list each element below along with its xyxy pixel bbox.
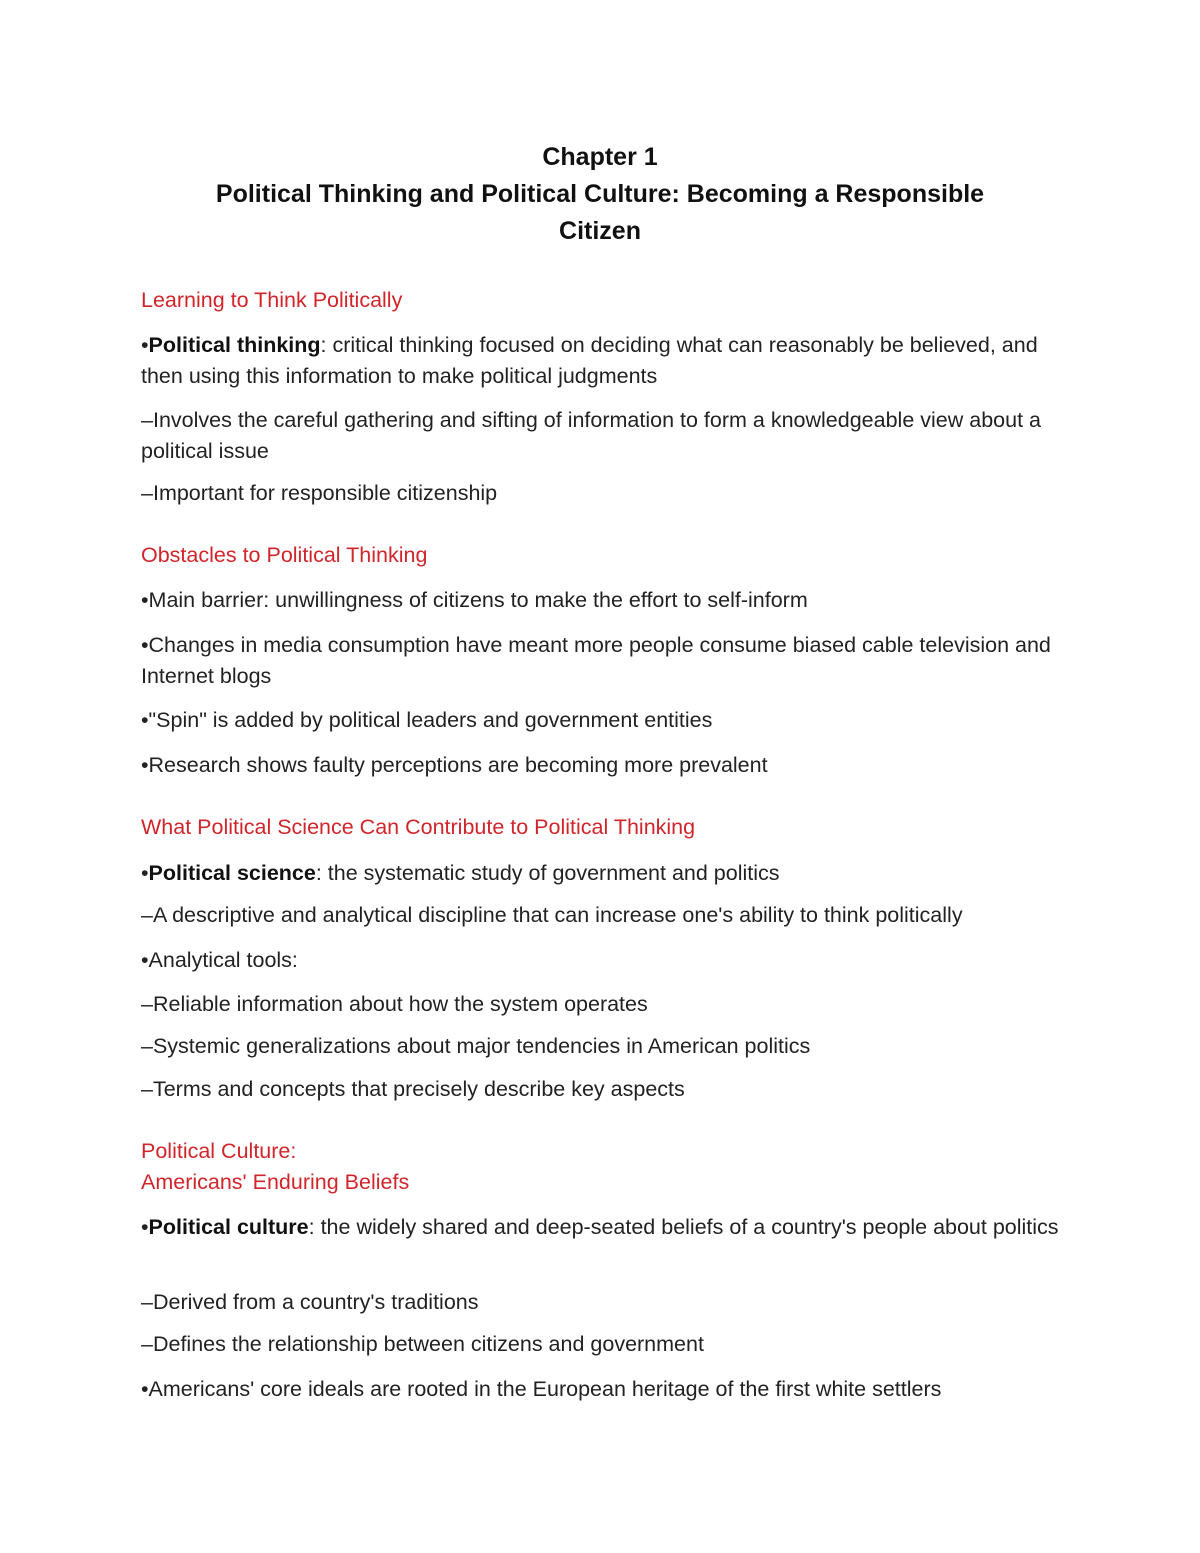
defined-term: Political culture [148, 1215, 309, 1239]
chapter-title-line-2: Citizen [559, 217, 641, 245]
list-item: –A descriptive and analytical discipline that can increase one's ability to think politically [141, 903, 963, 927]
list-item: –Defines the relationship between citizens and government [141, 1332, 704, 1356]
section-heading-political-culture: Political Culture: [141, 1139, 297, 1163]
list-item: •Political culture: the widely shared and deep-seated beliefs of a country's people about politics [141, 1215, 1059, 1239]
chapter-title-line-1: Political Thinking and Political Culture: Becoming a Responsible [215, 180, 985, 208]
list-item: •Political science: the systematic study of government and politics [141, 861, 780, 885]
list-item: •Changes in media consumption have meant more people consume biased cable television and Internet blogs [141, 633, 1051, 688]
list-item: –Terms and concepts that precisely describe key aspects [141, 1077, 685, 1101]
list-item: –Involves the careful gathering and sifting of information to form a knowledgeable view about a political issue [141, 408, 1041, 463]
list-item: –Important for responsible citizenship [141, 481, 498, 505]
defined-term: Political thinking [148, 333, 321, 357]
chapter-number: Chapter 1 [542, 143, 658, 171]
section-heading-obstacles: Obstacles to Political Thinking [141, 543, 428, 567]
list-item: •Research shows faulty perceptions are becoming more prevalent [141, 753, 768, 777]
list-item: –Reliable information about how the system operates [141, 992, 648, 1016]
defined-term: Political science [148, 861, 316, 885]
section-subheading-enduring-beliefs: Americans' Enduring Beliefs [141, 1170, 410, 1194]
list-item: •Main barrier: unwillingness of citizens to make the effort to self-inform [141, 588, 808, 612]
section-heading-political-science: What Political Science Can Contribute to Political Thinking [141, 815, 696, 839]
list-item: –Derived from a country's traditions [141, 1290, 479, 1314]
list-item: •"Spin" is added by political leaders and government entities [141, 708, 713, 732]
list-item: •Political thinking: critical thinking focused on deciding what can reasonably be believed, and then using this information to make political judgments [141, 333, 1038, 388]
section-heading-learning: Learning to Think Politically [141, 288, 403, 312]
list-item: –Systemic generalizations about major tendencies in American politics [141, 1034, 811, 1058]
list-item: •Americans' core ideals are rooted in the European heritage of the first white settlers [141, 1377, 942, 1401]
list-item: •Analytical tools: [141, 948, 298, 972]
